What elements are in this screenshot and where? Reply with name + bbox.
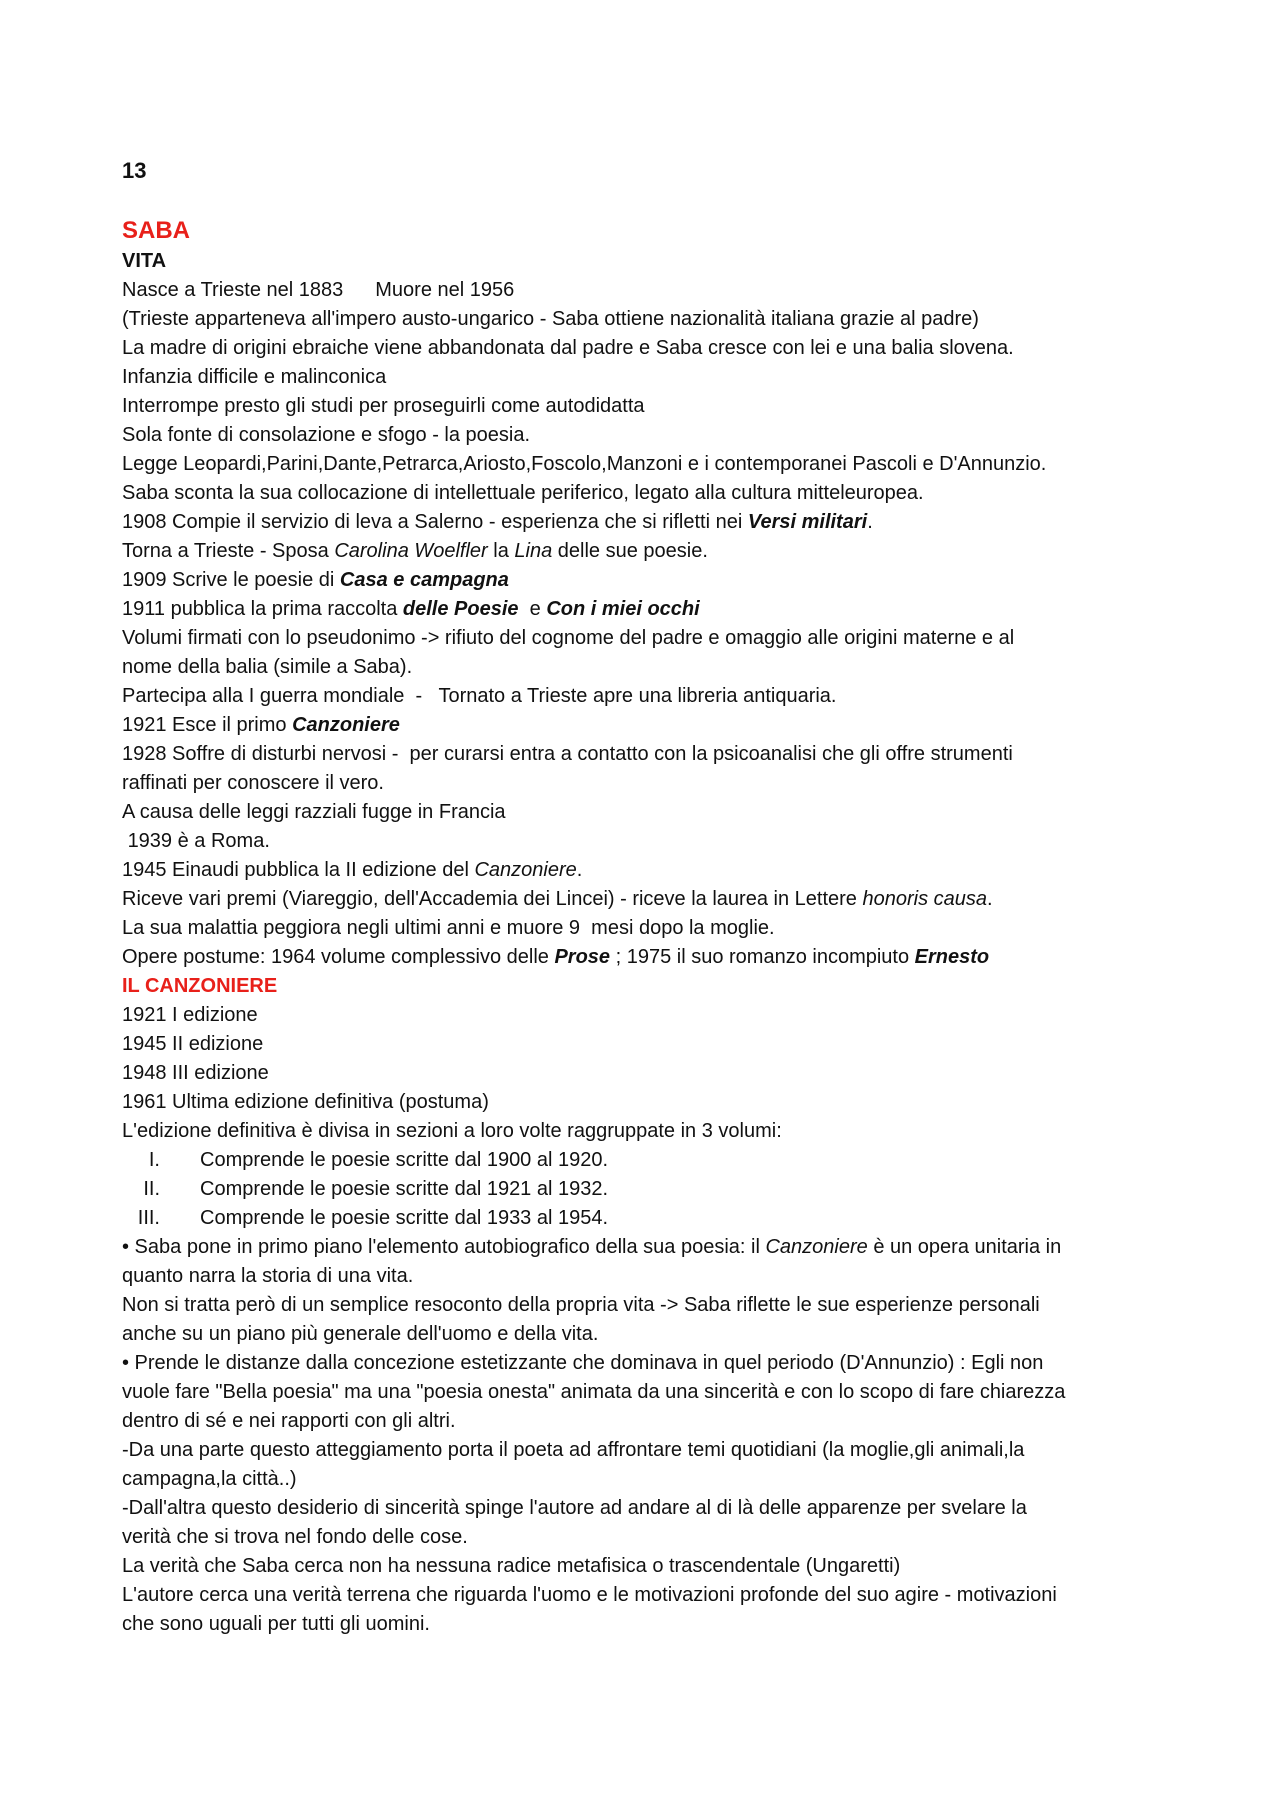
text-span: . <box>867 511 873 533</box>
text-line <box>122 885 1172 914</box>
text-line: Legge Leopardi,Parini,Dante,Petrarca,Ariosto,Foscolo,Manzoni e i contemporanei Pascoli e D'Annunzio. <box>122 453 1047 475</box>
text-span: . <box>576 859 583 881</box>
text-line <box>122 943 1172 972</box>
edition-line: 1961 Ultima edizione definitiva (postuma) <box>122 1091 489 1113</box>
text-line: verità che si trova nel fondo delle cose. <box>122 1526 468 1548</box>
work-title: Ernesto <box>914 946 990 968</box>
text-line: Interrompe presto gli studi per proseguirli come autodidatta <box>122 395 645 417</box>
italic-name: Lina <box>514 540 553 562</box>
text-span: 1921 Esce il primo <box>122 714 293 736</box>
born-text: Nasce a Trieste nel 1883 <box>122 279 344 301</box>
volume-text: Comprende le poesie scritte dal 1900 al 1920. <box>200 1149 609 1171</box>
work-title: Prose <box>554 946 611 968</box>
text-line: Infanzia difficile e malinconica <box>122 366 387 388</box>
vita-heading: VITA <box>122 250 167 272</box>
volume-item <box>122 1175 1172 1204</box>
work-title: Con i miei occhi <box>546 598 700 620</box>
text-line: Non si tratta però di un semplice resoconto della propria vita -> Saba riflette le sue esperienze personali <box>122 1294 1040 1316</box>
text-line: La verità che Saba cerca non ha nessuna radice metafisica o trascendentale (Ungaretti) <box>122 1555 901 1577</box>
text-line: che sono uguali per tutti gli uomini. <box>122 1613 430 1635</box>
volume-item <box>122 1204 1172 1233</box>
text-line: (Trieste apparteneva all'impero austo-ungarico - Saba ottiene nazionalità italiana grazie al padre) <box>122 308 979 330</box>
text-line: -Da una parte questo atteggiamento porta il poeta ad affrontare temi quotidiani (la moglie,gli animali,la <box>122 1439 1025 1461</box>
text-span: 1909 Scrive le poesie di <box>122 569 340 591</box>
text-span: la <box>487 540 515 562</box>
text-span: • Saba pone in primo piano l'elemento autobiografico della sua poesia: il <box>122 1236 766 1258</box>
text-line: -Dall'altra questo desiderio di sincerità spinge l'autore ad andare al di là delle apparenze per svelare la <box>122 1497 1027 1519</box>
volume-text: Comprende le poesie scritte dal 1933 al 1954. <box>200 1207 609 1229</box>
edition-line: 1921 I edizione <box>122 1004 258 1026</box>
volume-item <box>122 1146 1172 1175</box>
text-line: A causa delle leggi razziali fugge in Francia <box>122 801 506 823</box>
text-line: La madre di origini ebraiche viene abbandonata dal padre e Saba cresce con lei e una balia slovena. <box>122 337 1014 359</box>
italic-phrase: honoris causa <box>862 888 987 910</box>
text-span: Opere postume: 1964 volume complessivo delle <box>122 946 555 968</box>
main-title: SABA <box>122 217 191 244</box>
text-span: delle sue poesie. <box>552 540 708 562</box>
bullet-line <box>122 1233 1172 1262</box>
text-span: ; 1975 il suo romanzo incompiuto <box>610 946 915 968</box>
text-line: Sola fonte di consolazione e sfogo - la poesia. <box>122 424 531 446</box>
page-content <box>122 156 1172 1639</box>
bullet-line: • Prende le distanze dalla concezione estetizzante che dominava in quel periodo (D'Annunzio) : Egli non <box>122 1352 1044 1374</box>
died-text: Muore nel 1956 <box>375 279 515 301</box>
text-line: Partecipa alla I guerra mondiale - Tornato a Trieste apre una libreria antiquaria. <box>122 685 837 707</box>
text-span: 1945 Einaudi pubblica la II edizione del <box>122 859 475 881</box>
text-line <box>122 537 1172 566</box>
page-number: 13 <box>122 158 147 183</box>
text-span: Riceve vari premi (Viareggio, dell'Accademia dei Lincei) - riceve la laurea in Lettere <box>122 888 863 910</box>
text-line: La sua malattia peggiora negli ultimi anni e muore 9 mesi dopo la moglie. <box>122 917 775 939</box>
text-line <box>122 856 1172 885</box>
text-line <box>122 711 1172 740</box>
vita-birth-death-line <box>122 276 1172 305</box>
text-line: quanto narra la storia di una vita. <box>122 1265 414 1287</box>
volume-number: II. <box>143 1178 160 1200</box>
work-title: delle Poesie <box>402 598 519 620</box>
text-line: 1939 è a Roma. <box>122 830 270 852</box>
text-line: Volumi firmati con lo pseudonimo -> rifiuto del cognome del padre e omaggio alle origini materne e al <box>122 627 1015 649</box>
text-line: nome della balia (simile a Saba). <box>122 656 413 678</box>
text-line: Saba sconta la sua collocazione di intellettuale periferico, legato alla cultura mitteleuropea. <box>122 482 924 504</box>
canzoniere-heading: IL CANZONIERE <box>122 975 278 997</box>
edition-line: 1948 III edizione <box>122 1062 269 1084</box>
volume-number: III. <box>137 1207 160 1229</box>
text-span: . <box>987 888 993 910</box>
edition-line: 1945 II edizione <box>122 1033 264 1055</box>
work-title: Canzoniere <box>474 859 577 881</box>
text-span: 1911 pubblica la prima raccolta <box>122 598 403 620</box>
volume-text: Comprende le poesie scritte dal 1921 al 1932. <box>200 1178 609 1200</box>
italic-name: Carolina Woelfler <box>334 540 488 562</box>
text-line: anche su un piano più generale dell'uomo e della vita. <box>122 1323 599 1345</box>
text-span: 1908 Compie il servizio di leva a Salerno - esperienza che si rifletti nei <box>122 511 748 533</box>
text-span: Torna a Trieste - Sposa <box>122 540 335 562</box>
work-title: Versi militari <box>747 511 868 533</box>
volume-number: I. <box>148 1149 160 1171</box>
text-span: è un opera unitaria in <box>867 1236 1062 1258</box>
text-line <box>122 595 1172 624</box>
text-line: vuole fare "Bella poesia" ma una "poesia onesta" animata da una sincerità e con lo scopo di fare chiarezza <box>122 1381 1066 1403</box>
text-line: campagna,la città..) <box>122 1468 297 1490</box>
text-line: L'edizione definitiva è divisa in sezioni a loro volte raggruppate in 3 volumi: <box>122 1120 782 1142</box>
text-line: 1928 Soffre di disturbi nervosi - per curarsi entra a contatto con la psicoanalisi che gli offre strumenti <box>122 743 1013 765</box>
work-title: Casa e campagna <box>339 569 509 591</box>
text-line: raffinati per conoscere il vero. <box>122 772 384 794</box>
text-line <box>122 508 1172 537</box>
text-line <box>122 566 1172 595</box>
text-line: dentro di sé e nei rapporti con gli altri. <box>122 1410 456 1432</box>
work-title: Canzoniere <box>292 714 400 736</box>
text-line: L'autore cerca una verità terrena che riguarda l'uomo e le motivazioni profonde del suo agire - motivazioni <box>122 1584 1057 1606</box>
text-span: e <box>518 598 547 620</box>
work-title: Canzoniere <box>765 1236 868 1258</box>
